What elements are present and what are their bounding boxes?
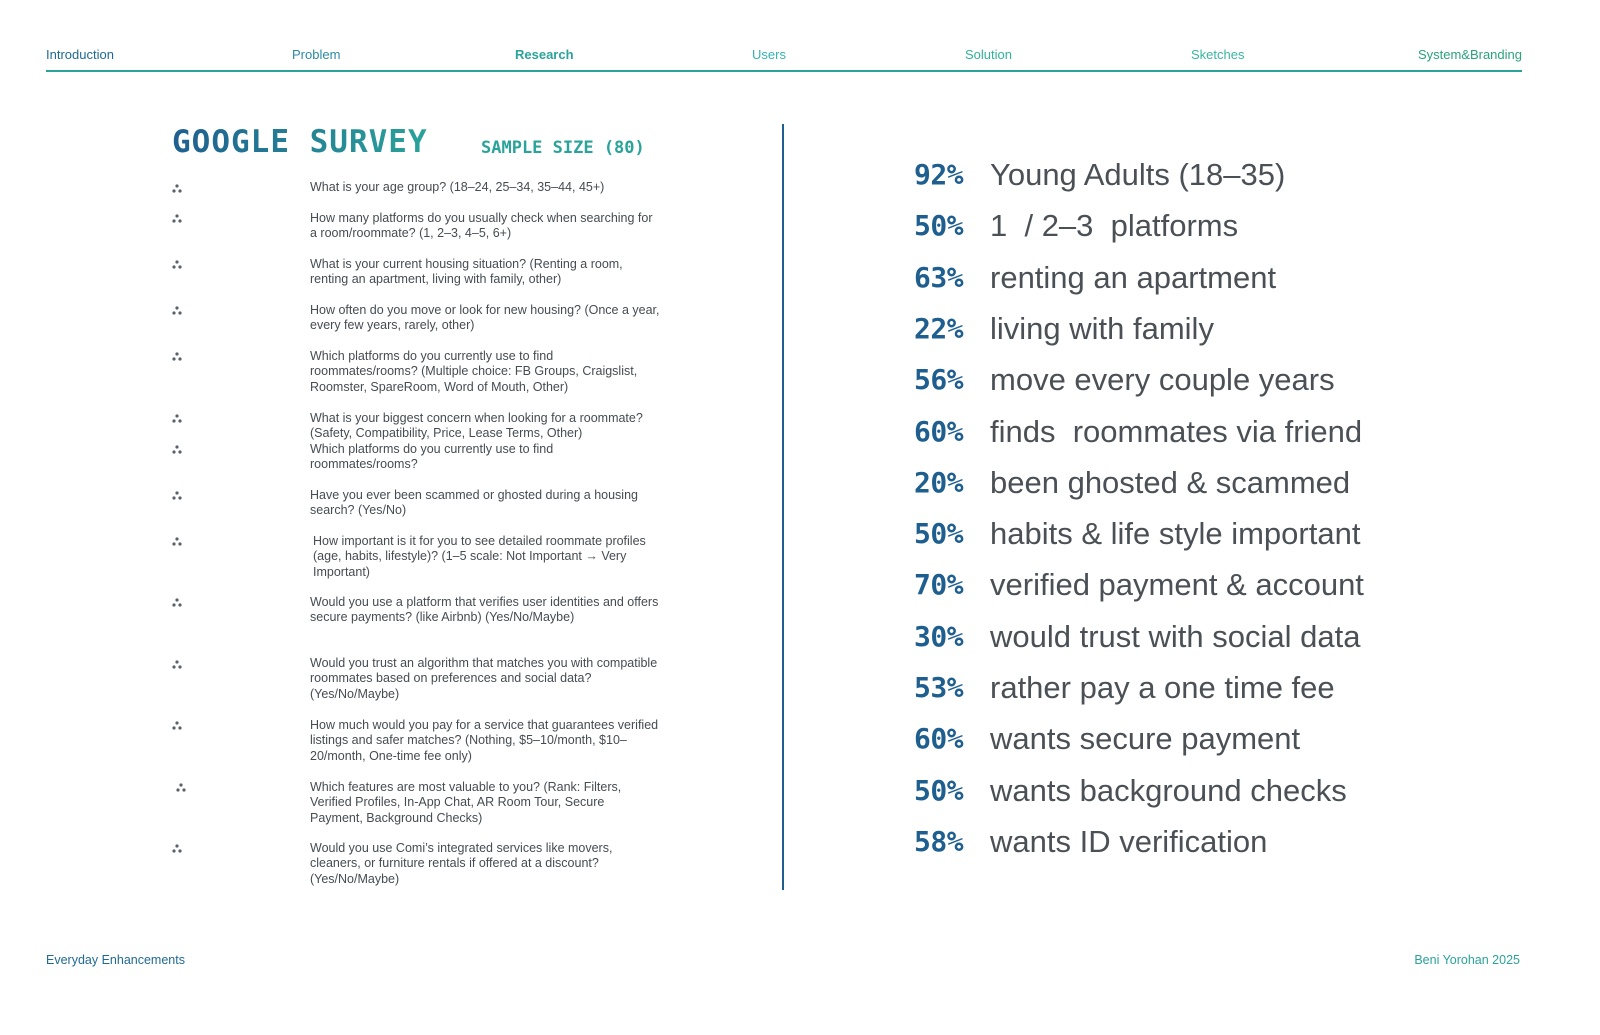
stat-row — [914, 360, 1335, 400]
stat-label: habits & life style important — [990, 516, 1361, 552]
survey-question: How often do you move or look for new housing? (Once a year, every few years, rarely, other) — [310, 303, 660, 333]
nav-solution[interactable]: Solution — [965, 47, 1012, 62]
nav-sketches[interactable]: Sketches — [1191, 47, 1245, 62]
three-dots-icon — [171, 183, 183, 195]
stat-row — [914, 463, 1350, 503]
stat-label: rather pay a one time fee — [990, 670, 1335, 705]
three-dots-icon — [171, 597, 183, 609]
stat-row — [914, 155, 1285, 195]
three-dots-icon — [171, 490, 183, 502]
stat-label: verified payment & account — [990, 567, 1364, 603]
column-divider — [782, 124, 784, 890]
survey-question: How much would you pay for a service that guarantees verified listings and safer matches? (Nothing, $5–10/month, $10–20/month, One-time fee only) — [310, 718, 659, 763]
three-dots-icon — [171, 720, 183, 732]
nav-system-branding[interactable]: System&Branding — [1417, 47, 1522, 62]
survey-question: How important is it for you to see detailed roommate profiles (age, habits, lifestyle)? (1–5 scale: Not Important → Very Important) — [313, 534, 646, 579]
three-dots-icon — [171, 213, 183, 225]
stat-percentage: 63% — [914, 260, 964, 294]
three-dots-icon — [171, 444, 183, 456]
stat-percentage: 92% — [914, 158, 964, 191]
survey-question: Would you use a platform that verifies user identities and offers secure payments? (like Airbnb) (Yes/No/Maybe) — [310, 595, 659, 625]
survey-question: Would you trust an algorithm that matches you with compatible roommates based on preferences and social data? (Yes/No/Maybe) — [310, 656, 658, 701]
nav-research[interactable]: Research — [515, 47, 574, 62]
three-dots-icon — [171, 259, 183, 271]
stat-percentage: 50% — [914, 209, 964, 243]
three-dots-icon — [175, 782, 187, 794]
stat-label: Young Adults (18–35) — [990, 157, 1286, 192]
three-dots-icon — [171, 659, 183, 671]
stat-label: wants background checks — [990, 772, 1347, 808]
stat-row — [914, 206, 1238, 246]
survey-question: Have you ever been scammed or ghosted during a housing search? (Yes/No) — [310, 488, 638, 518]
stat-label: living with family — [990, 310, 1214, 346]
stat-percentage: 22% — [914, 311, 964, 345]
three-dots-icon — [171, 843, 183, 855]
stat-percentage: 58% — [914, 824, 964, 858]
three-dots-icon — [171, 351, 183, 363]
stat-label: renting an apartment — [990, 259, 1277, 295]
stat-row — [914, 309, 1214, 349]
stat-row — [914, 565, 1364, 605]
stat-row — [914, 668, 1335, 708]
stat-percentage: 70% — [914, 568, 964, 602]
survey-title: GOOGLE SURVEY — [172, 124, 428, 160]
sample-size-label: SAMPLE SIZE (80) — [481, 138, 645, 158]
stat-percentage: 53% — [914, 671, 964, 704]
stat-row — [914, 258, 1276, 298]
stat-row — [914, 822, 1267, 862]
nav-introduction[interactable]: Introduction — [46, 47, 114, 62]
survey-question: Which platforms do you currently use to find roommates/rooms? (Multiple choice: FB Groups, Craigslist, Roomster, SpareRoom, Word of Mouth, Other) — [310, 349, 638, 394]
stat-label: finds roommates via friend — [990, 413, 1363, 449]
stat-label: 1 / 2–3 platforms — [990, 208, 1239, 244]
stat-row — [914, 412, 1362, 452]
stat-label: wants secure payment — [990, 721, 1301, 757]
stat-row — [914, 771, 1347, 811]
stat-percentage: 20% — [914, 465, 964, 499]
stat-percentage: 30% — [914, 619, 964, 653]
stat-row — [914, 719, 1300, 759]
stat-percentage: 60% — [914, 414, 964, 448]
stat-label: wants ID verification — [990, 823, 1268, 859]
survey-question: How many platforms do you usually check when searching for a room/roommate? (1, 2–3, 4–5, 6+) — [310, 211, 653, 241]
footer-project-name: Everyday Enhancements — [46, 953, 185, 967]
nav-users[interactable]: Users — [752, 47, 786, 62]
three-dots-icon — [171, 413, 183, 425]
nav-problem[interactable]: Problem — [292, 47, 341, 62]
stat-percentage: 50% — [914, 773, 964, 807]
stat-row — [914, 514, 1360, 554]
stat-label: would trust with social data — [990, 618, 1361, 654]
three-dots-icon — [171, 305, 183, 317]
stat-percentage: 50% — [914, 517, 964, 551]
stat-label: been ghosted & scammed — [990, 464, 1351, 500]
stat-label: move every couple years — [990, 362, 1335, 398]
survey-question: Which features are most valuable to you? (Rank: Filters, Verified Profiles, In-App Chat, AR Room Tour, Secure Payment, Background Checks) — [310, 780, 622, 825]
survey-question: What is your biggest concern when looking for a roommate? (Safety, Compatibility, Price, Lease Terms, Other) — [310, 411, 643, 441]
top-navigation — [46, 46, 1522, 72]
survey-question: Which platforms do you currently use to find roommates/rooms? — [310, 442, 554, 472]
survey-question: What is your current housing situation? (Renting a room, renting an apartment, living with family, other) — [310, 257, 623, 287]
three-dots-icon — [171, 536, 183, 548]
footer-author: Beni Yorohan 2025 — [1414, 953, 1520, 967]
stat-percentage: 56% — [914, 363, 964, 397]
survey-question: Would you use Comi’s integrated services like movers, cleaners, or furniture rentals if offered at a discount? (Yes/No/Maybe) — [310, 841, 613, 886]
survey-question: What is your age group? (18–24, 25–34, 35–44, 45+) — [310, 180, 605, 194]
stat-row — [914, 617, 1360, 657]
stat-percentage: 60% — [914, 722, 964, 756]
